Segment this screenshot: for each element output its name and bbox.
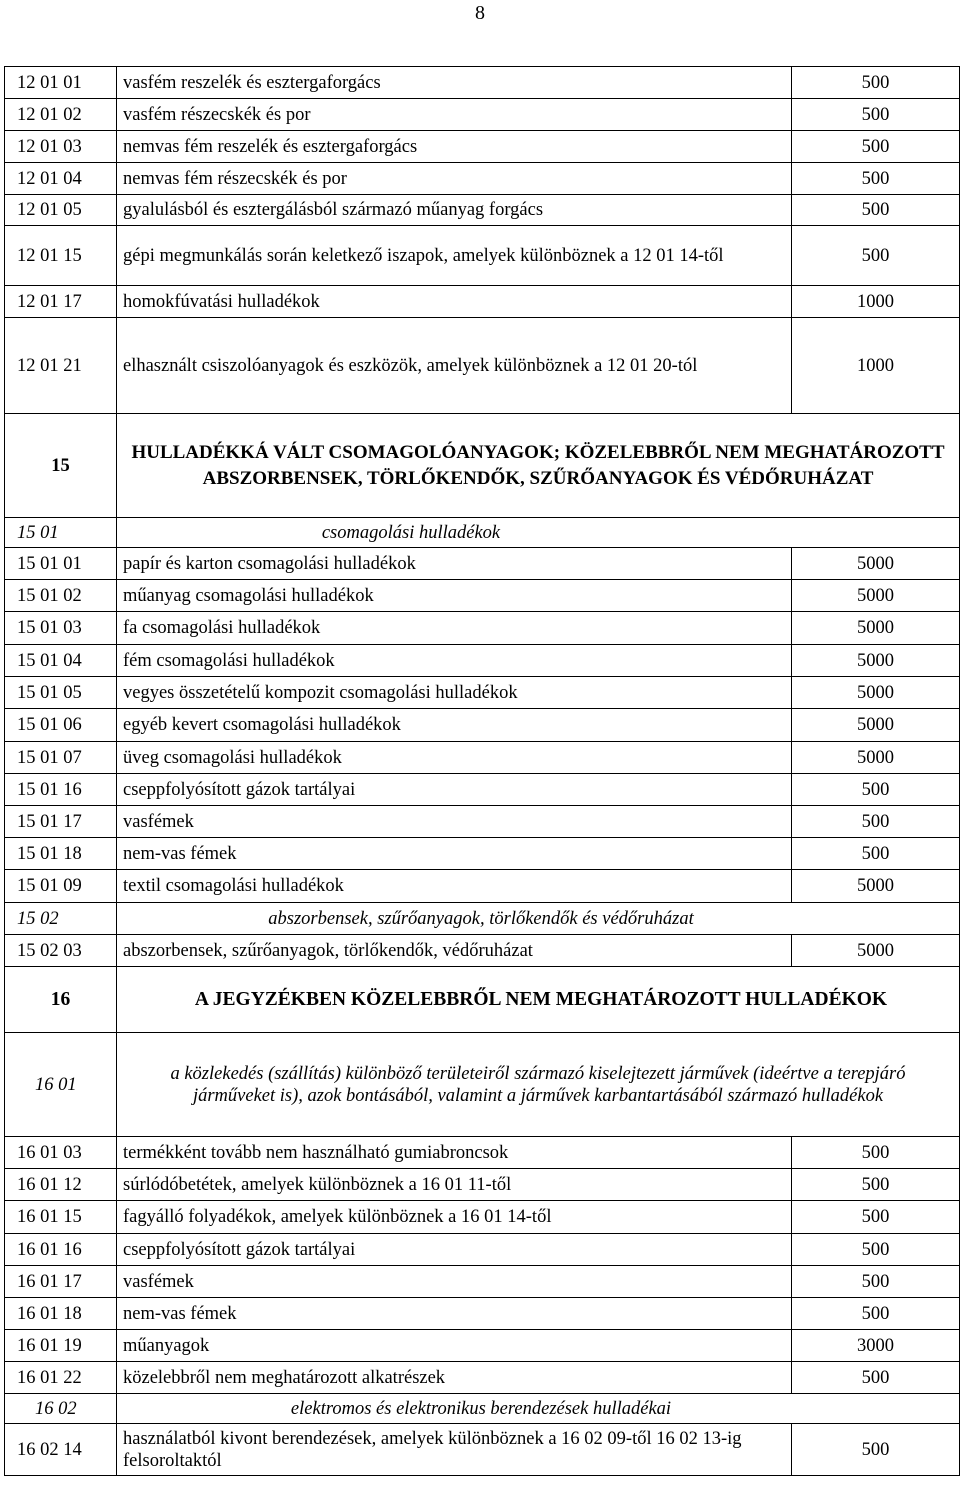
table-row — [5, 1266, 960, 1298]
waste-description: fagyálló folyadékok, amelyek különböznek a 16 01 14-től — [117, 1201, 792, 1234]
waste-amount: 3000 — [792, 1330, 960, 1362]
waste-description: közelebbről nem meghatározott alkatrészek — [117, 1362, 792, 1394]
table-row — [5, 163, 960, 195]
waste-amount: 500 — [792, 1266, 960, 1298]
waste-code: 15 01 03 — [5, 612, 117, 645]
table-row — [5, 1362, 960, 1394]
table-row — [5, 131, 960, 163]
section-code: 16 — [5, 967, 117, 1033]
subsection-title: elektromos és elektronikus berendezések hulladékai — [117, 1394, 960, 1424]
waste-amount: 1000 — [792, 318, 960, 414]
waste-amount: 5000 — [792, 612, 960, 645]
waste-amount: 5000 — [792, 677, 960, 709]
waste-description: használatból kivont berendezések, amelyek különböznek a 16 02 09-től 16 02 13-ig felsoroltaktól — [117, 1424, 792, 1476]
subsection-header-row — [5, 1394, 960, 1424]
waste-amount: 5000 — [792, 870, 960, 903]
table-row — [5, 226, 960, 286]
waste-code: 12 01 03 — [5, 131, 117, 163]
table-row — [5, 580, 960, 612]
subsection-title: a közlekedés (szállítás) különböző területeiről származó kiselejtezett járművek (ideértve a terepjáró járműveket is), azok bontásából, valamint a járművek karbantartásából származó hulladékok — [117, 1033, 960, 1137]
waste-description: gyalulásból és esztergálásból származó műanyag forgács — [117, 195, 792, 226]
waste-amount: 500 — [792, 67, 960, 99]
waste-code: 16 01 12 — [5, 1169, 117, 1201]
table-row — [5, 1169, 960, 1201]
waste-code: 12 01 17 — [5, 286, 117, 318]
waste-description: nemvas fém részecskék és por — [117, 163, 792, 195]
table-row — [5, 1234, 960, 1266]
table-row — [5, 1330, 960, 1362]
waste-amount: 500 — [792, 99, 960, 131]
waste-amount: 500 — [792, 1298, 960, 1330]
waste-description: műanyag csomagolási hulladékok — [117, 580, 792, 612]
waste-amount: 500 — [792, 1169, 960, 1201]
waste-amount: 500 — [792, 1137, 960, 1169]
waste-description: nem-vas fémek — [117, 1298, 792, 1330]
table-row — [5, 612, 960, 645]
waste-code: 16 01 18 — [5, 1298, 117, 1330]
section-header-row — [5, 414, 960, 518]
waste-code: 15 01 09 — [5, 870, 117, 903]
table-row — [5, 806, 960, 838]
waste-amount: 500 — [792, 163, 960, 195]
table-row — [5, 67, 960, 99]
waste-description: cseppfolyósított gázok tartályai — [117, 1234, 792, 1266]
waste-code: 16 01 17 — [5, 1266, 117, 1298]
subsection-header-row — [5, 1033, 960, 1137]
waste-code: 12 01 01 — [5, 67, 117, 99]
waste-code: 16 01 15 — [5, 1201, 117, 1234]
waste-amount: 500 — [792, 806, 960, 838]
waste-code-table — [4, 66, 960, 1476]
waste-description: gépi megmunkálás során keletkező iszapok, amelyek különböznek a 12 01 14-től — [117, 226, 792, 286]
table-row — [5, 742, 960, 774]
waste-code: 15 02 03 — [5, 935, 117, 967]
waste-description: vegyes összetételű kompozit csomagolási hulladékok — [117, 677, 792, 709]
waste-description: műanyagok — [117, 1330, 792, 1362]
waste-description: elhasznált csiszolóanyagok és eszközök, amelyek különböznek a 12 01 20-tól — [117, 318, 792, 414]
waste-amount: 5000 — [792, 645, 960, 677]
waste-code: 16 01 22 — [5, 1362, 117, 1394]
section-code: 15 — [5, 414, 117, 518]
waste-code: 16 01 03 — [5, 1137, 117, 1169]
waste-description: termékként tovább nem használható gumiabroncsok — [117, 1137, 792, 1169]
waste-description: üveg csomagolási hulladékok — [117, 742, 792, 774]
table-row — [5, 774, 960, 806]
waste-amount: 500 — [792, 774, 960, 806]
table-row — [5, 709, 960, 742]
waste-code: 16 01 19 — [5, 1330, 117, 1362]
table-row — [5, 1137, 960, 1169]
waste-code: 15 01 07 — [5, 742, 117, 774]
waste-description: vasfém reszelék és esztergaforgács — [117, 67, 792, 99]
waste-description: fa csomagolási hulladékok — [117, 612, 792, 645]
subsection-code: 16 01 — [5, 1033, 117, 1137]
waste-code: 12 01 05 — [5, 195, 117, 226]
waste-description: súrlódóbetétek, amelyek különböznek a 16 01 11-től — [117, 1169, 792, 1201]
table-row — [5, 838, 960, 870]
subsection-header-row — [5, 518, 960, 548]
subsection-header-row — [5, 903, 960, 935]
waste-amount: 500 — [792, 838, 960, 870]
waste-amount: 500 — [792, 1201, 960, 1234]
waste-code: 16 01 16 — [5, 1234, 117, 1266]
subsection-title: csomagolási hulladékok — [117, 518, 960, 548]
table-row — [5, 99, 960, 131]
subsection-code: 15 01 — [5, 518, 117, 548]
table-row — [5, 645, 960, 677]
waste-code: 12 01 04 — [5, 163, 117, 195]
waste-amount: 500 — [792, 131, 960, 163]
waste-code: 15 01 06 — [5, 709, 117, 742]
waste-description: abszorbensek, szűrőanyagok, törlőkendők, védőruházat — [117, 935, 792, 967]
table-row — [5, 286, 960, 318]
waste-description: vasfémek — [117, 1266, 792, 1298]
waste-code: 15 01 02 — [5, 580, 117, 612]
waste-description: nemvas fém reszelék és esztergaforgács — [117, 131, 792, 163]
waste-description: textil csomagolási hulladékok — [117, 870, 792, 903]
waste-description: homokfúvatási hulladékok — [117, 286, 792, 318]
subsection-code: 16 02 — [5, 1394, 117, 1424]
waste-code: 16 02 14 — [5, 1424, 117, 1476]
page-number: 8 — [475, 2, 485, 24]
waste-code: 15 01 17 — [5, 806, 117, 838]
waste-code: 15 01 01 — [5, 548, 117, 580]
subsection-code: 15 02 — [5, 903, 117, 935]
waste-description: egyéb kevert csomagolási hulladékok — [117, 709, 792, 742]
table-row — [5, 318, 960, 414]
subsection-title: abszorbensek, szűrőanyagok, törlőkendők és védőruházat — [117, 903, 960, 935]
waste-code: 12 01 21 — [5, 318, 117, 414]
table-row — [5, 677, 960, 709]
waste-description: cseppfolyósított gázok tartályai — [117, 774, 792, 806]
waste-amount: 1000 — [792, 286, 960, 318]
waste-amount: 500 — [792, 1424, 960, 1476]
waste-code: 12 01 02 — [5, 99, 117, 131]
waste-code: 15 01 04 — [5, 645, 117, 677]
table-row — [5, 1424, 960, 1476]
waste-amount: 500 — [792, 195, 960, 226]
waste-amount: 500 — [792, 226, 960, 286]
waste-code: 12 01 15 — [5, 226, 117, 286]
waste-amount: 5000 — [792, 742, 960, 774]
waste-amount: 5000 — [792, 580, 960, 612]
waste-amount: 5000 — [792, 935, 960, 967]
section-title: A JEGYZÉKBEN KÖZELEBBRŐL NEM MEGHATÁROZOTT HULLADÉKOK — [117, 967, 960, 1033]
waste-amount: 500 — [792, 1234, 960, 1266]
table-row — [5, 195, 960, 226]
waste-description: nem-vas fémek — [117, 838, 792, 870]
table-row — [5, 548, 960, 580]
waste-description: fém csomagolási hulladékok — [117, 645, 792, 677]
waste-description: vasfém részecskék és por — [117, 99, 792, 131]
waste-description: papír és karton csomagolási hulladékok — [117, 548, 792, 580]
waste-amount: 5000 — [792, 548, 960, 580]
table-row — [5, 870, 960, 903]
waste-code: 15 01 16 — [5, 774, 117, 806]
section-header-row — [5, 967, 960, 1033]
waste-amount: 5000 — [792, 709, 960, 742]
table-row — [5, 1201, 960, 1234]
section-title: HULLADÉKKÁ VÁLT CSOMAGOLÓANYAGOK; KÖZELEBBRŐL NEM MEGHATÁROZOTT ABSZORBENSEK, TÖRLŐKENDŐK, SZŰRŐANYAGOK ÉS VÉDŐRUHÁZAT — [117, 414, 960, 518]
waste-description: vasfémek — [117, 806, 792, 838]
table-row — [5, 935, 960, 967]
waste-amount: 500 — [792, 1362, 960, 1394]
waste-code: 15 01 18 — [5, 838, 117, 870]
waste-code: 15 01 05 — [5, 677, 117, 709]
table-row — [5, 1298, 960, 1330]
